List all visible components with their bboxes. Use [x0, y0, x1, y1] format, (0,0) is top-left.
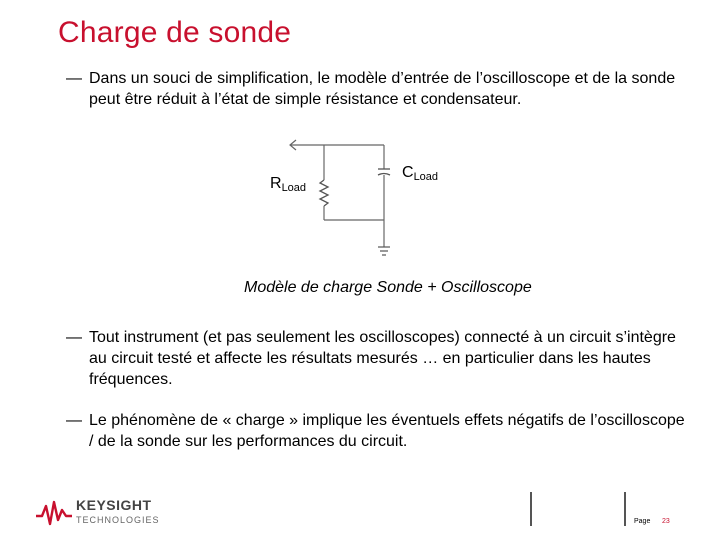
diagram-caption: Modèle de charge Sonde + Oscilloscope [244, 279, 532, 296]
resistor-label [270, 175, 306, 194]
bullet-item [66, 327, 691, 390]
bullet-dash: — [66, 70, 82, 87]
bullet-text: Tout instrument (et pas seulement les oscilloscopes) connecté à un circuit s’intègre au circuit testé et affecte les résultats mesurés … en particulier dans les hautes fréquences. [89, 329, 676, 388]
footer-divider [624, 492, 626, 526]
page-label: Page [634, 518, 651, 525]
footer-divider [530, 492, 532, 526]
resistor-label-sub: Load [281, 182, 307, 194]
capacitor-label [402, 164, 438, 183]
resistor-symbol [320, 180, 328, 206]
capacitor-plate-bottom [378, 174, 390, 176]
slide-title: Charge de sonde [58, 16, 292, 49]
bullet-text: Le phénomène de « charge » implique les éventuels effets négatifs de l’oscilloscope / de la sonde sur les performances du circuit. [89, 412, 685, 450]
resistor-label-main: R [270, 175, 282, 192]
bullet-dash: — [66, 412, 82, 429]
brand-subtitle: TECHNOLOGIES [76, 515, 160, 525]
capacitor-label-sub: Load [413, 171, 439, 183]
bullet-item [66, 410, 691, 452]
page-number: 23 [662, 518, 670, 525]
brand-name: KEYSIGHT [76, 497, 152, 513]
bullet-text: Dans un souci de simplification, le modèle d’entrée de l’oscilloscope et de la sonde peut être réduit à l’état de simple résistance et condensateur. [89, 70, 676, 108]
probe-load-circuit-diagram [262, 135, 442, 270]
bullet-item [66, 68, 691, 110]
capacitor-label-main: C [402, 164, 414, 181]
bullet-dash: — [66, 329, 82, 346]
